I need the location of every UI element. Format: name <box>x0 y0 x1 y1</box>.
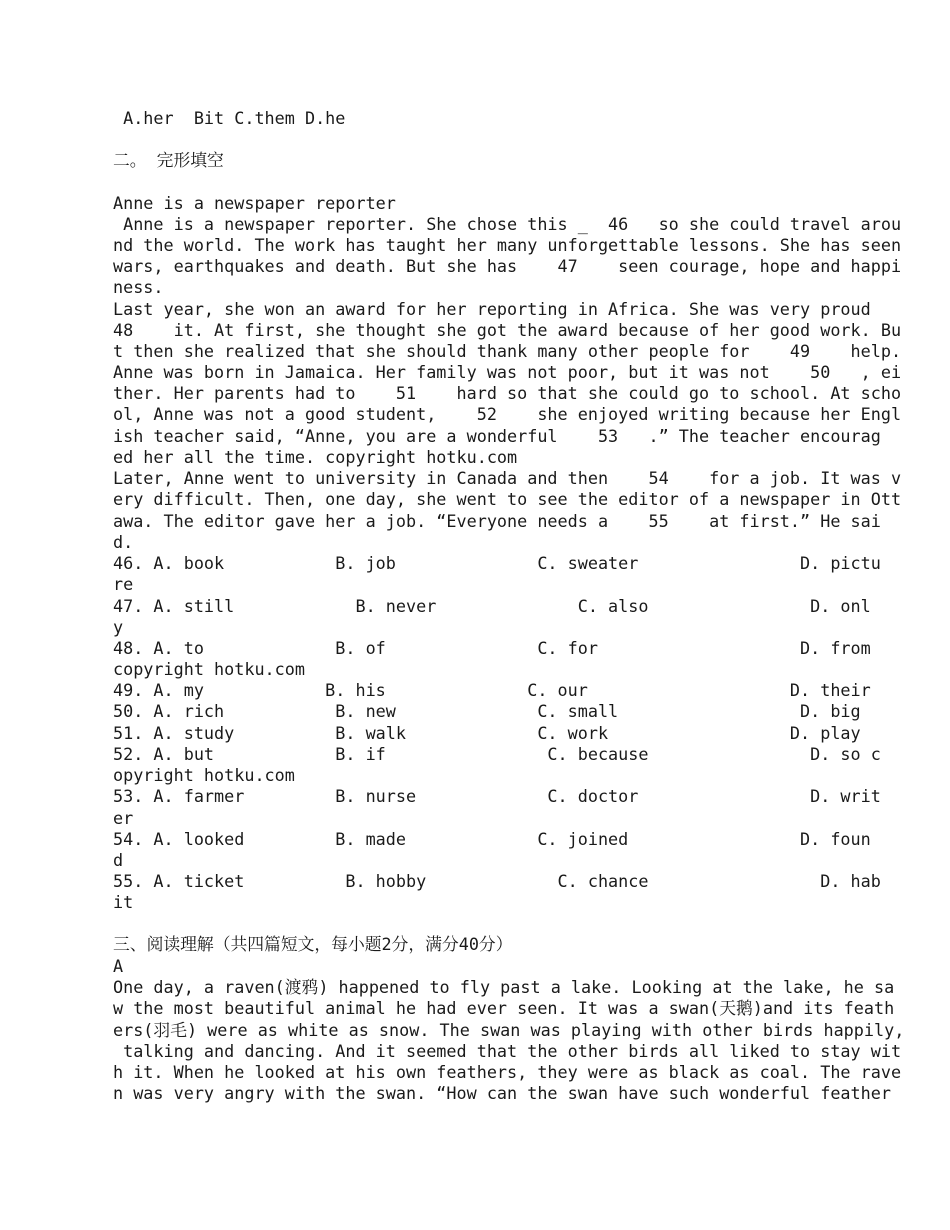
text-line: h it. When he looked at his own feathers, they were as black as coal. The rave <box>113 1062 902 1082</box>
text-line: 二。 完形填空 <box>113 150 224 170</box>
text-line: re <box>113 574 134 594</box>
text-line: One day, a raven(渡鸦) happened to fly past a lake. Looking at the lake, he sa <box>113 977 895 997</box>
text-line: 53. A. farmer B. nurse C. doctor D. writ <box>113 786 881 806</box>
text-line: Last year, she won an award for her reporting in Africa. She was very proud <box>113 299 871 319</box>
text-line: ther. Her parents had to 51 hard so that she could go to school. At scho <box>113 383 902 403</box>
text-line: Anne was born in Jamaica. Her family was not poor, but it was not 50 , ei <box>113 362 902 382</box>
text-line: ol, Anne was not a good student, 52 she enjoyed writing because her Engl <box>113 404 902 424</box>
text-line: awa. The editor gave her a job. “Everyone needs a 55 at first.” He sai <box>113 511 881 531</box>
text-line: d <box>113 850 124 870</box>
text-line: A <box>113 956 124 976</box>
text-line: 49. A. my B. his C. our D. their <box>113 680 871 700</box>
text-line: ed her all the time. copyright hotku.com <box>113 447 518 467</box>
text-line: y <box>113 617 124 637</box>
text-line: 48. A. to B. of C. for D. from <box>113 638 871 658</box>
text-line: 50. A. rich B. new C. small D. big <box>113 701 861 721</box>
text-line: Later, Anne went to university in Canada and then 54 for a job. It was v <box>113 468 902 488</box>
text-line: ers(羽毛) were as white as snow. The swan was playing with other birds happily, <box>113 1020 905 1040</box>
text-line: w the most beautiful animal he had ever seen. It was a swan(天鹅)and its feath <box>113 998 895 1018</box>
text-line: A.her Bit C.them D.he <box>113 108 346 128</box>
text-line: ness. <box>113 277 164 297</box>
text-line: talking and dancing. And it seemed that the other birds all liked to stay wit <box>113 1041 902 1061</box>
text-line: it <box>113 892 134 912</box>
text-line: er <box>113 808 134 828</box>
text-line: 54. A. looked B. made C. joined D. foun <box>113 829 871 849</box>
text-line: 55. A. ticket B. hobby C. chance D. hab <box>113 871 881 891</box>
text-line: 48 it. At first, she thought she got the award because of her good work. Bu <box>113 320 902 340</box>
text-line: opyright hotku.com <box>113 765 295 785</box>
text-line: 三、阅读理解（共四篇短文，每小题2分，满分40分） <box>113 934 513 954</box>
text-line: 47. A. still B. never C. also D. onl <box>113 596 871 616</box>
text-line: ery difficult. Then, one day, she went to see the editor of a newspaper in Ott <box>113 489 902 509</box>
text-line: Anne is a newspaper reporter. She chose this _ 46 so she could travel arou <box>113 214 902 234</box>
text-line: n was very angry with the swan. “How can the swan have such wonderful feather <box>113 1083 891 1103</box>
text-line: t then she realized that she should thank many other people for 49 help. <box>113 341 902 361</box>
text-line: copyright hotku.com <box>113 659 305 679</box>
text-line: ish teacher said, “Anne, you are a wonderful 53 .” The teacher encourag <box>113 426 881 446</box>
text-line: 51. A. study B. walk C. work D. play <box>113 723 861 743</box>
text-line: 46. A. book B. job C. sweater D. pictu <box>113 553 881 573</box>
text-line: 52. A. but B. if C. because D. so c <box>113 744 881 764</box>
text-line: wars, earthquakes and death. But she has 47 seen courage, hope and happi <box>113 256 902 276</box>
text-line: Anne is a newspaper reporter <box>113 193 396 213</box>
text-line: d. <box>113 532 134 552</box>
text-line: nd the world. The work has taught her many unforgettable lessons. She has seen <box>113 235 902 255</box>
